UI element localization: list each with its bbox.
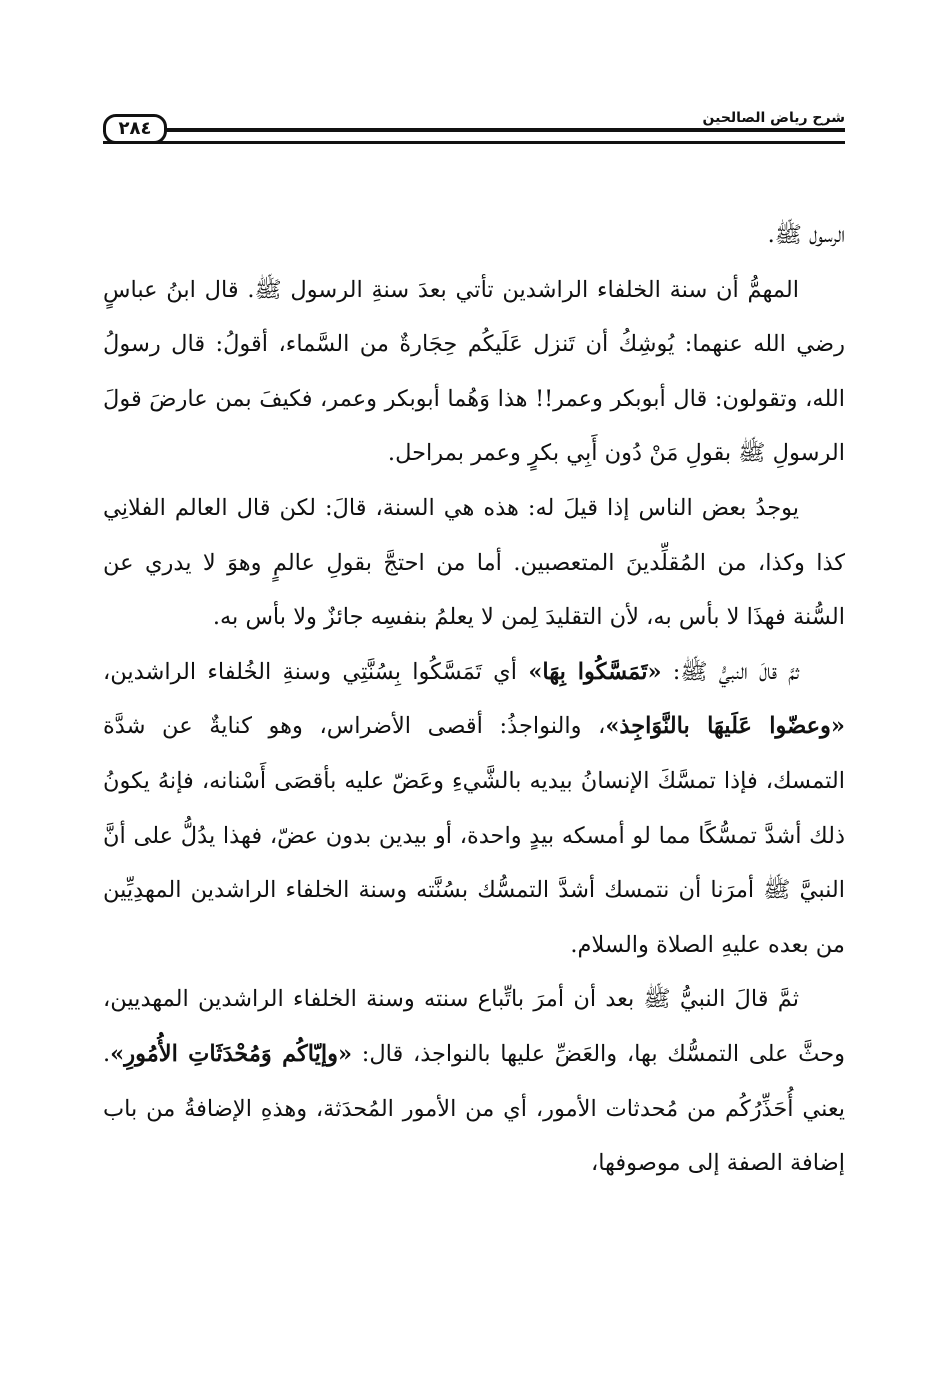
paragraph-4-text-a: ثمَّ قالَ النبيُّ ﷺ:: [661, 658, 799, 685]
page-number: ٢٨٤: [103, 114, 167, 144]
paragraph-5-text-a: ثمَّ قالَ النبيُّ ﷺ بعد أن أمرَ باتِّباع سنته وسنة الخلفاء الراشدين المهديين، وحثَّ على التمسُّك بها، والعَضِّ عليها بالنواجذ، قال:: [103, 986, 846, 1067]
paragraph-5-text-b: . يعني أُحَذِّرُكُم من مُحدثات الأمور، أي من الأمور المُحدَثة، وهذهِ الإضافةُ من باب إضافة الصفة إلى موصوفها،: [103, 1040, 845, 1177]
paragraph-4-text-c: ، والنواجذُ: أقصى الأضراس، وهو كنايةٌ عن شدَّة التمسك، فإذا تمسَّكَ الإنسانُ بيديه بالشَّيءِ وعَضّ عليه بأقصَى أَسْنانه، فإنهُ يكونُ ذلك أشدَّ تمسُّكًا مما لو أمسكه بيدٍ واحدة، أو بيدين بدون عضّ، فهذا يدُلُّ على أنَّ النبيَّ ﷺ أمرَنا أن نتمسك أشدَّ التمسُّك بسُنَّته وسنة الخلفاء الراشدين المهدِيِّين من بعده عليهِ الصلاة والسلام.: [103, 713, 845, 958]
hadith-quote-naqajidh: «وعضّوا عَلَيهَا بالنَّوَاجِذ»: [605, 713, 845, 740]
paragraph-5: [103, 972, 845, 1190]
paragraph-4: [103, 645, 845, 973]
paragraph-1: الرسول ﷺ.: [767, 222, 845, 248]
hadith-quote-tamassaku: «تَمَسَّكُوا بِهَا»: [528, 658, 662, 685]
hadith-quote-muhdathat: «وإيّاكُم وَمُحْدَثَاتِ الأُمُورِ»: [110, 1040, 353, 1067]
running-head-title: شرح رياض الصالحين: [702, 110, 845, 126]
paragraph-4-text-b: أي تَمَسَّكُوا بِسُنَّتِي وسنةِ الخُلفاء الراشدين،: [103, 658, 529, 685]
header-rule-top: [103, 128, 845, 132]
paragraph-3: يوجدُ بعض الناس إذا قيلَ له: هذه هي السنة، قالَ: لكن قال العالم الفلانِي كذا وكذا، من المُقلِّدينَ المتعصبين. أما من احتجَّ بقولِ عالمٍ وهوَ لا يدري عن السُّنة فهذَا لا بأس به، لأن التقليدَ لِمن لا يعلمُ بنفسِه جائزٌ ولا بأس به.: [103, 494, 845, 631]
body-text: [103, 208, 845, 1191]
paragraph-2: المهمُّ أن سنة الخلفاء الراشدين تأتي بعدَ سنةِ الرسول ﷺ. قال ابنُ عباسٍ رضي الله عنهما: يُوشِكُ أن تَنزل عَلَيكُم حِجَارةٌ من السَّماء، أقولُ: قال رسولُ الله، وتقولون: قال أبوبكر وعمر!! هذا وَهُما أبوبكر وعمر، فكيفَ بمن عارضَ قولَ الرسولِ ﷺ بقولِ مَنْ دُون أَبِي بكرٍ وعمر بمراحل.: [103, 276, 845, 467]
header-rule-bottom: [103, 141, 845, 144]
